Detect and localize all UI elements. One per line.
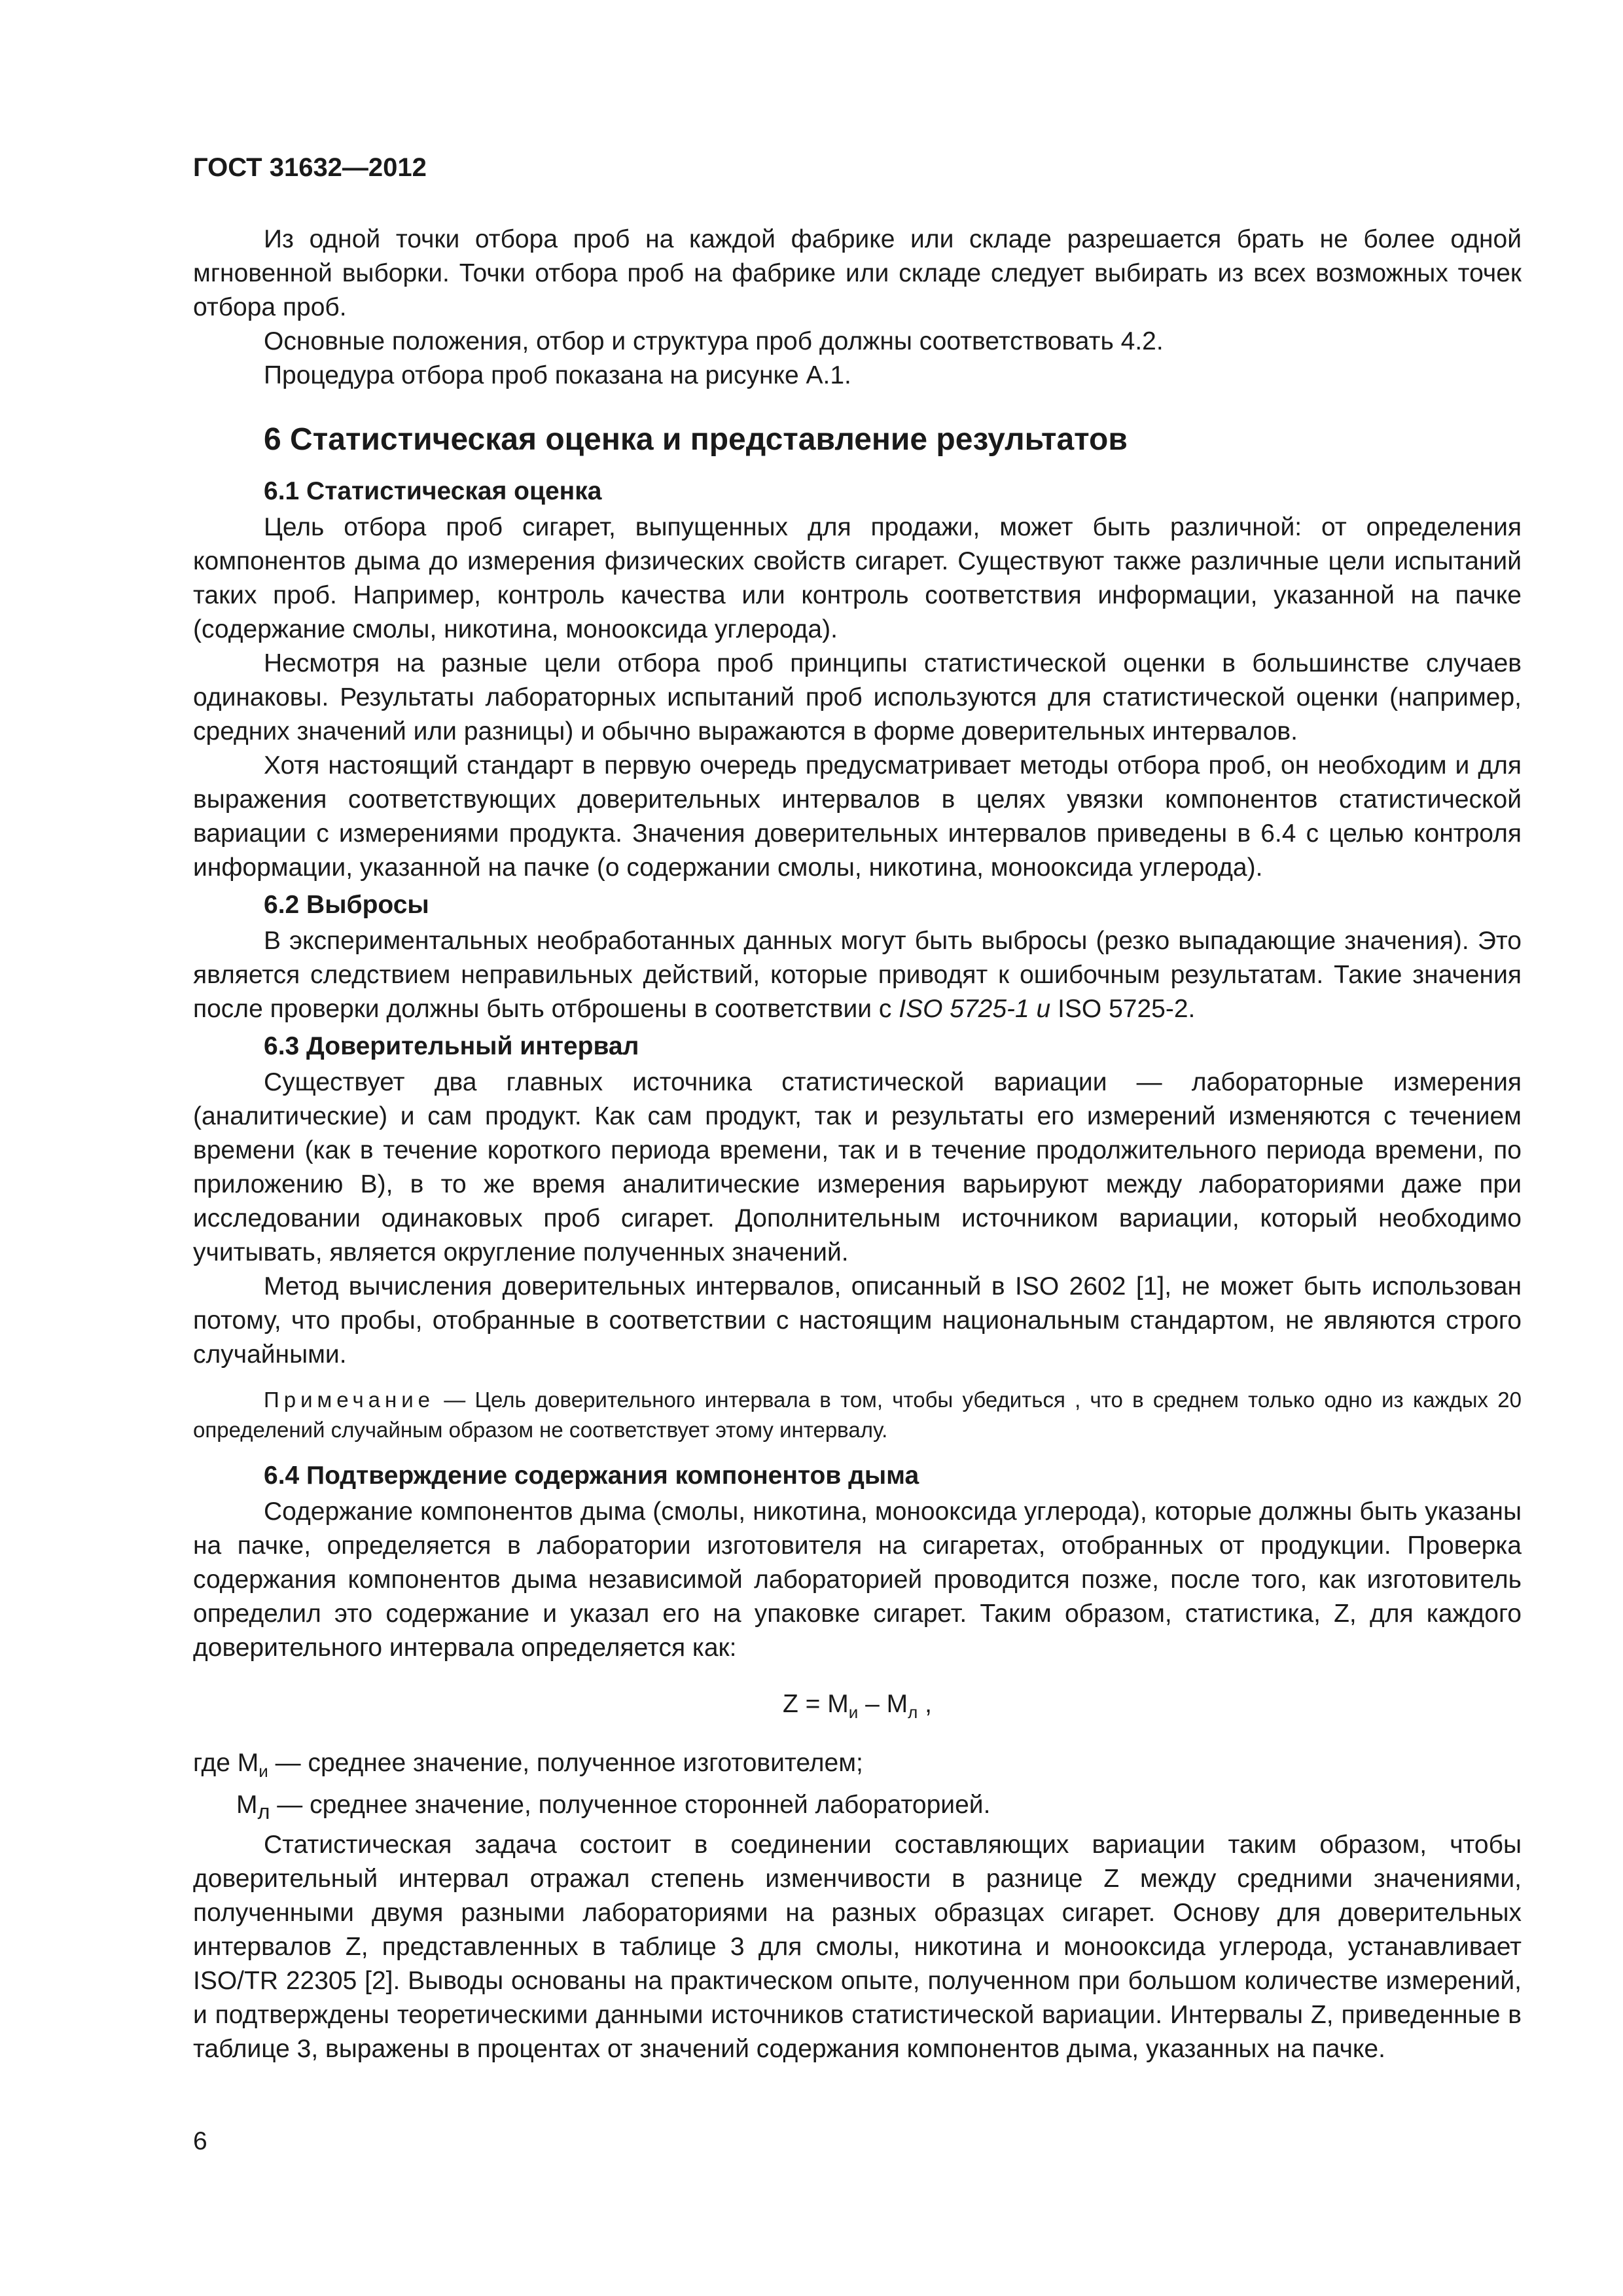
formula — [193, 1687, 1522, 1729]
intro-paragraph-2: Основные положения, отбор и структура проб должны соответствовать 4.2. — [264, 327, 1164, 355]
formula-mid: – M — [858, 1690, 908, 1718]
note — [193, 1385, 1522, 1445]
section-6-2-paragraph-1 — [193, 924, 1522, 1026]
formula-lhs: Z = M — [783, 1690, 849, 1718]
section-6-2-heading: 6.2 Выбросы — [264, 891, 429, 919]
intro-paragraph-1: Из одной точки отбора проб на каждой фабрике или складе разрешается брать не более одной мгновенной выборки. Точки отбора проб на фабрике или складе следует выбирать из всех возможных точек отбора проб. — [193, 225, 1522, 321]
document-code: ГОСТ 31632—2012 — [193, 153, 427, 182]
note-label: Примечание — [264, 1388, 435, 1412]
section-6-2-text-a: В экспериментальных необработанных данных могут быть выбросы (резко выпадающие значения). Это является следствием неправильных действий, которые приводят к ошибочным результатам. Такие значения после проверки должны быть отброшены в соответствии с — [193, 927, 1522, 1023]
section-6-4-paragraph-1: Содержание компонентов дыма (смолы, никотина, монооксида углерода), которые должны быть указаны на пачке, определяется в лаборатории изготовителя на сигаретах, отобранных от продукции. Проверка содержания компонентов дыма независимой лабораторией проводится позже, после того, как изготовитель определил это содержание и указал его на упаковке сигарет. Таким образом, статистика, Z, для каждого доверительного интервала определяется как: — [193, 1498, 1522, 1662]
section-6-1-paragraph-2: Несмотря на разные цели отбора проб принципы статистической оценки в большинстве случаев одинаковы. Результаты лабораторных испытаний проб используются для статистической оценки (например, средних значений или разницы) и обычно выражаются в форме доверительных интервалов. — [193, 649, 1522, 745]
note-text: — Цель доверительного интервала в том, чтобы убедиться , что в среднем только одно из каждых 20 определений случайным образом не соответствует этому интервалу. — [193, 1388, 1522, 1442]
where-line-2 — [193, 1788, 1522, 1829]
section-6-1-paragraph-3: Хотя настоящий стандарт в первую очередь предусматривает методы отбора проб, он необходим и для выражения соответствующих доверительных интервалов в целях увязки компонентов статистической вариации с измерениями продукта. Значения доверительных интервалов приведены в 6.4 с целью контроля информации, указанной на пачке (о содержании смолы, никотина, монооксида углерода). — [193, 751, 1522, 882]
section-6-2-italic-ref: ISO 5725-1 и — [899, 995, 1051, 1023]
section-6-2-text-b: ISO 5725-2. — [1050, 995, 1196, 1023]
where-line-1 — [193, 1746, 1522, 1788]
section-6-1-heading: 6.1 Статистическая оценка — [264, 477, 602, 505]
formula-sub-2: л — [908, 1702, 918, 1722]
section-6-3-heading: 6.3 Доверительный интервал — [264, 1032, 639, 1060]
section-6-4-paragraph-2: Статистическая задача состоит в соединении составляющих вариации таким образом, чтобы доверительный интервал отражал степень изменчивости в разнице Z между средними значениями, полученными двумя разными лабораториями на разных образцах сигарет. Основу для доверительных интервалов Z, представленных в таблице 3 для смолы, никотина и монооксида углерода, устанавливает ISO/TR 22305 [2]. Выводы основаны на практическом опыте, полученном при большом количестве измерений, и подтверждены теоретическими данными источников статистической вариации. Интервалы Z, приведенные в таблице 3, выражены в процентах от значений содержания компонентов дыма, указанных на пачке. — [193, 1831, 1522, 2064]
where-2-sub: л — [257, 1799, 270, 1823]
section-6-3-paragraph-2: Метод вычисления доверительных интервалов, описанный в ISO 2602 [1], не может быть использован потому, что пробы, отобранные в соответствии с настоящим национальным стандартом, не являются строго случайными. — [193, 1272, 1522, 1369]
where-2-prefix: M — [236, 1790, 258, 1819]
section-6-3-paragraph-1: Существует два главных источника статистической вариации — лабораторные измерения (аналитические) и сам продукт. Как сам продукт, так и результаты его измерений изменяются с течением времени (как в течение короткого периода времени, так и в течение продолжительного периода времени, по приложению В), в то же время аналитические измерения варьируют между лабораториями даже при исследовании одинаковых проб сигарет. Дополнительным источником вариации, который необходимо учитывать, является округление полученных значений. — [193, 1068, 1522, 1266]
section-6-1-paragraph-1: Цель отбора проб сигарет, выпущенных для продажи, может быть различной: от определения компонентов дыма до измерения физических свойств сигарет. Существуют также различные цели испытаний таких проб. Например, контроль качества или контроль соответствия информации, указанной на пачке (содержание смолы, никотина, монооксида углерода). — [193, 513, 1522, 643]
intro-paragraph-3: Процедура отбора проб показана на рисунке А.1. — [264, 361, 851, 389]
document-page — [193, 151, 1522, 2066]
where-1-text: — среднее значение, полученное изготовителем; — [268, 1748, 863, 1777]
where-2-text: — среднее значение, полученное сторонней лабораторией. — [270, 1790, 991, 1819]
section-6-heading: 6 Статистическая оценка и представление результатов — [264, 422, 1128, 457]
page-number: 6 — [193, 2127, 207, 2155]
where-1-prefix: где M — [193, 1748, 259, 1777]
formula-tail: , — [918, 1690, 932, 1718]
formula-sub-1: и — [848, 1702, 859, 1722]
section-6-4-heading: 6.4 Подтверждение содержания компонентов дыма — [264, 1462, 919, 1490]
where-1-sub: и — [259, 1761, 268, 1781]
